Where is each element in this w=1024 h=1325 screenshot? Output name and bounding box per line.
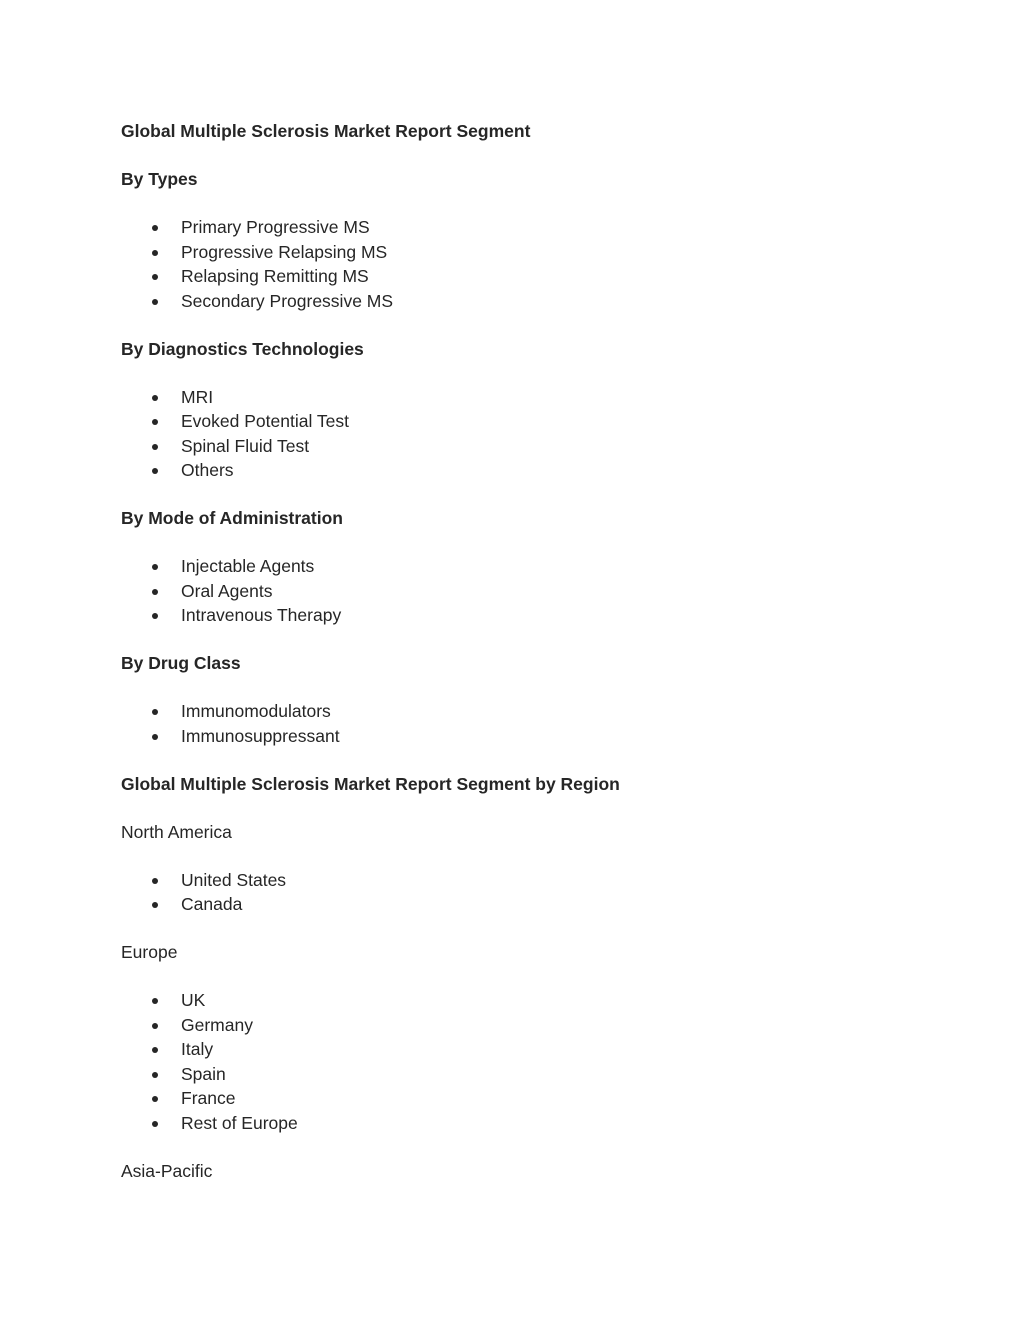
section-heading-diagnostics: By Diagnostics Technologies bbox=[121, 338, 364, 359]
list-item: Spain bbox=[121, 1062, 901, 1087]
bullet-icon bbox=[152, 613, 158, 619]
list-item: Spinal Fluid Test bbox=[121, 434, 901, 459]
bullet-icon bbox=[152, 709, 158, 715]
list-item: Relapsing Remitting MS bbox=[121, 264, 901, 289]
bullet-icon bbox=[152, 274, 158, 280]
list-item: Immunomodulators bbox=[121, 699, 901, 724]
bullet-icon bbox=[152, 468, 158, 474]
bullet-icon bbox=[152, 878, 158, 884]
types-list bbox=[121, 215, 901, 313]
list-item: United States bbox=[121, 868, 901, 893]
list-item: Canada bbox=[121, 892, 901, 917]
section-heading-types: By Types bbox=[121, 169, 198, 189]
section-heading-drug-class: By Drug Class bbox=[121, 653, 241, 673]
bullet-icon bbox=[152, 998, 158, 1004]
europe-list bbox=[121, 988, 901, 1135]
list-item: Progressive Relapsing MS bbox=[121, 240, 901, 265]
document-title: Global Multiple Sclerosis Market Report Segment bbox=[121, 121, 531, 141]
region-section-heading: Global Multiple Sclerosis Market Report Segment by Region bbox=[121, 773, 620, 794]
administration-list bbox=[121, 554, 901, 628]
bullet-icon bbox=[152, 419, 158, 425]
bullet-icon bbox=[152, 1072, 158, 1078]
list-item: France bbox=[121, 1086, 901, 1111]
bullet-icon bbox=[152, 902, 158, 908]
list-item: Immunosuppressant bbox=[121, 724, 901, 749]
bullet-icon bbox=[152, 444, 158, 450]
bullet-icon bbox=[152, 299, 158, 305]
list-item: Germany bbox=[121, 1013, 901, 1038]
document-content bbox=[121, 119, 901, 1183]
bullet-icon bbox=[152, 1096, 158, 1102]
list-item: UK bbox=[121, 988, 901, 1013]
bullet-icon bbox=[152, 1121, 158, 1127]
bullet-icon bbox=[152, 395, 158, 401]
bullet-icon bbox=[152, 1023, 158, 1029]
region-label-europe: Europe bbox=[121, 942, 178, 962]
drug-class-list bbox=[121, 699, 901, 748]
list-item: Others bbox=[121, 458, 901, 483]
list-item: Secondary Progressive MS bbox=[121, 289, 901, 314]
bullet-icon bbox=[152, 250, 158, 256]
bullet-icon bbox=[152, 564, 158, 570]
north-america-list bbox=[121, 868, 901, 917]
list-item: Intravenous Therapy bbox=[121, 603, 901, 628]
list-item: Rest of Europe bbox=[121, 1111, 901, 1136]
list-item: Evoked Potential Test bbox=[121, 409, 901, 434]
diagnostics-list bbox=[121, 385, 901, 483]
region-label-asia-pacific: Asia-Pacific bbox=[121, 1160, 213, 1181]
section-heading-administration: By Mode of Administration bbox=[121, 508, 343, 528]
list-item: Italy bbox=[121, 1037, 901, 1062]
bullet-icon bbox=[152, 589, 158, 595]
list-item: MRI bbox=[121, 385, 901, 410]
bullet-icon bbox=[152, 1047, 158, 1053]
list-item: Primary Progressive MS bbox=[121, 215, 901, 240]
region-label-north-america: North America bbox=[121, 821, 232, 842]
list-item: Oral Agents bbox=[121, 579, 901, 604]
list-item: Injectable Agents bbox=[121, 554, 901, 579]
bullet-icon bbox=[152, 734, 158, 740]
bullet-icon bbox=[152, 225, 158, 231]
